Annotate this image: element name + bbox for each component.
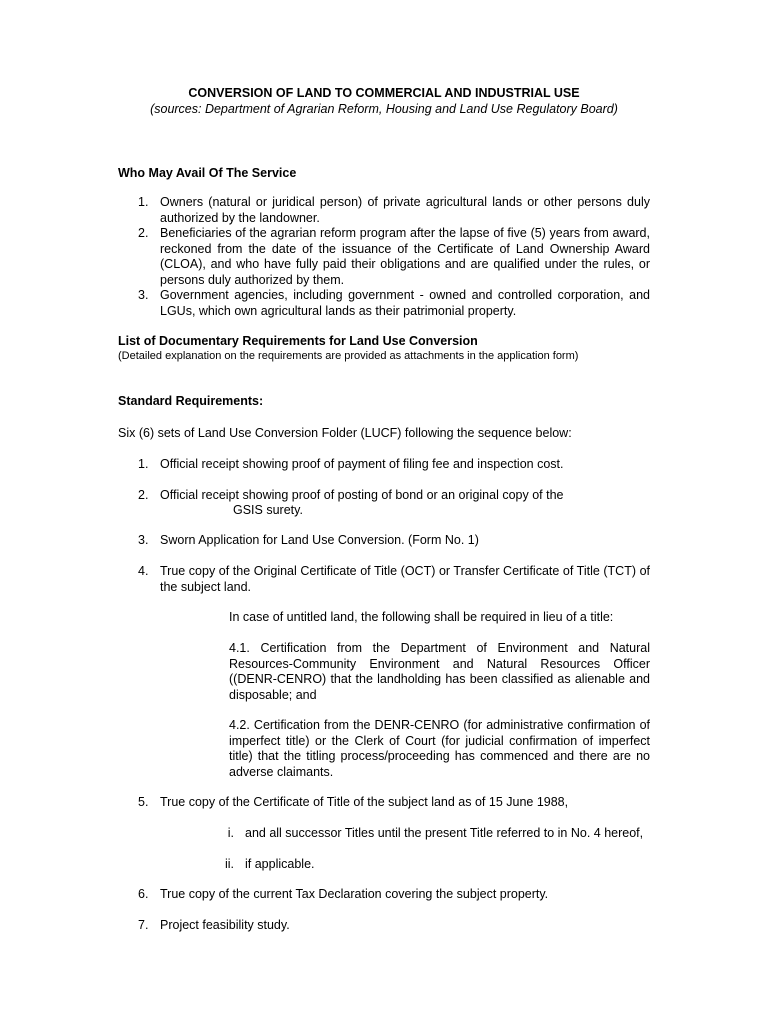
who-heading: Who May Avail Of The Service bbox=[118, 166, 297, 180]
who-item-number: 2. bbox=[138, 226, 149, 240]
who-item-text: Owners (natural or juridical person) of private agricultural lands or other persons duly authorized by the landowner. bbox=[160, 195, 650, 225]
standard-heading: Standard Requirements: bbox=[118, 394, 264, 408]
list-heading: List of Documentary Requirements for Land Use Conversion bbox=[118, 334, 478, 348]
untitled-note: In case of untitled land, the following shall be required in lieu of a title: bbox=[229, 610, 614, 624]
req-text: Official receipt showing proof of payment of filing fee and inspection cost. bbox=[160, 457, 564, 471]
roman-numeral: i. bbox=[227, 826, 234, 840]
roman-item-text: and all successor Titles until the present Title referred to in No. 4 hereof, bbox=[245, 826, 644, 840]
roman-item-text: if applicable. bbox=[245, 857, 315, 871]
req-text: Sworn Application for Land Use Conversion. (Form No. 1) bbox=[160, 533, 479, 547]
sub-requirement-4-2: 4.2. Certification from the DENR-CENRO (for administrative confirmation of imperfect title) or the Clerk of Court (for judicial confirmation of imperfect title) that the titling process/proceeding has commenced and there are no adverse claimants. bbox=[229, 718, 650, 779]
req-number: 1. bbox=[138, 457, 149, 471]
req-text: True copy of the Original Certificate of Title (OCT) or Transfer Certificate of Title (TCT) of the subject land. bbox=[160, 564, 650, 594]
req-text-continued: GSIS surety. bbox=[233, 503, 303, 517]
six-sets-text: Six (6) sets of Land Use Conversion Folder (LUCF) following the sequence below: bbox=[118, 426, 572, 440]
who-item-number: 1. bbox=[138, 195, 149, 209]
req-number: 2. bbox=[138, 488, 149, 502]
req-number: 5. bbox=[138, 795, 149, 809]
list-note: (Detailed explanation on the requirements are provided as attachments in the application form) bbox=[118, 350, 579, 362]
document-subtitle: (sources: Department of Agrarian Reform, Housing and Land Use Regulatory Board) bbox=[150, 102, 618, 116]
who-item-number: 3. bbox=[138, 288, 149, 302]
document-title: CONVERSION OF LAND TO COMMERCIAL AND INDUSTRIAL USE bbox=[188, 86, 580, 100]
roman-numeral: ii. bbox=[224, 857, 234, 871]
who-item-text: Government agencies, including government - owned and controlled corporation, and LGUs, which own agricultural lands as their patrimonial property. bbox=[160, 288, 650, 318]
who-item-text: Beneficiaries of the agrarian reform program after the lapse of five (5) years from award, reckoned from the date of the issuance of the Certificate of Land Ownership Award (CLOA), and who have fully paid their obligations and are qualified under the rules, or persons duly authorized by them. bbox=[160, 226, 650, 287]
req-text: True copy of the current Tax Declaration covering the subject property. bbox=[160, 887, 549, 901]
req-text: Official receipt showing proof of posting of bond or an original copy of the bbox=[160, 488, 564, 502]
req-number: 3. bbox=[138, 533, 149, 547]
req-text: True copy of the Certificate of Title of the subject land as of 15 June 1988, bbox=[160, 795, 569, 809]
sub-requirement-4-1: 4.1. Certification from the Department of Environment and Natural Resources-Community Environment and Natural Resources Officer ((DENR-CENRO) that the landholding has been classified as alienable and disposable; and bbox=[229, 641, 650, 702]
req-number: 7. bbox=[138, 918, 149, 932]
req-text: Project feasibility study. bbox=[160, 918, 290, 932]
req-number: 4. bbox=[138, 564, 149, 578]
req-number: 6. bbox=[138, 887, 149, 901]
